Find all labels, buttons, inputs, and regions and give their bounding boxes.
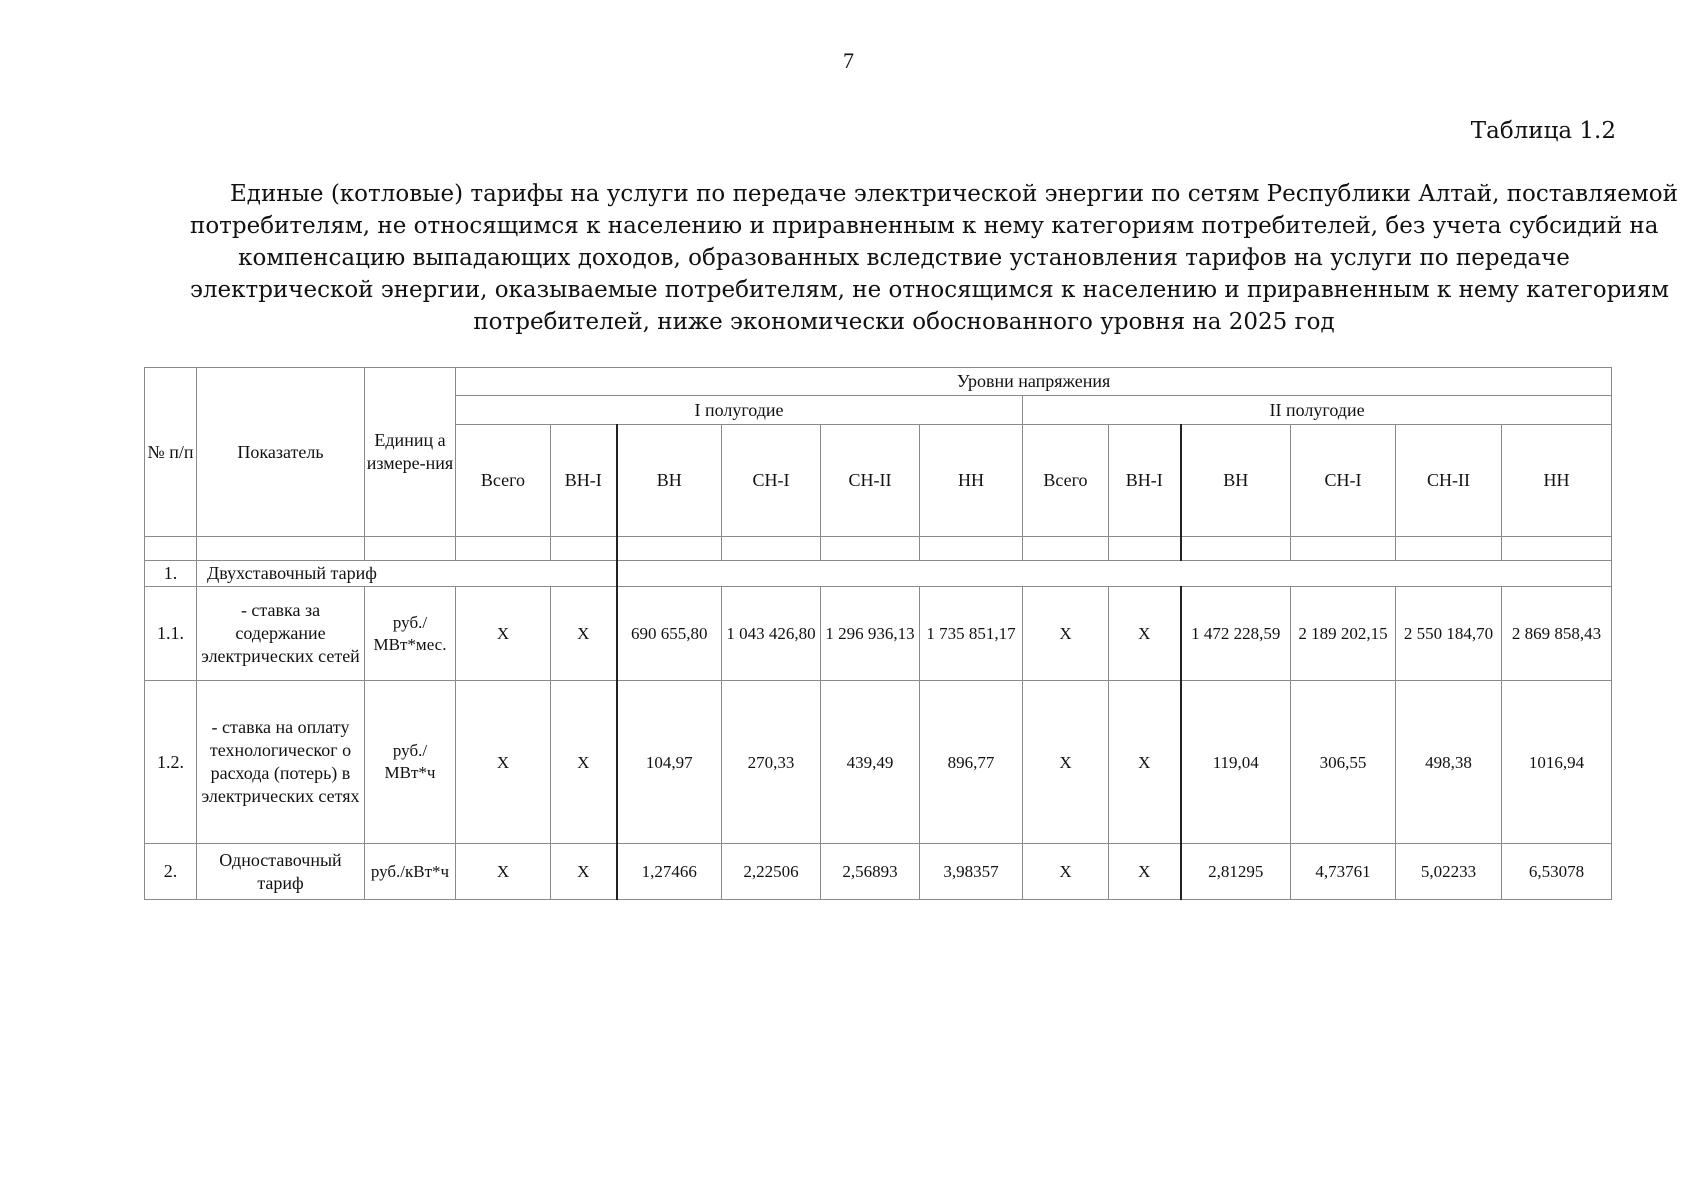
cell-value: X [1109,844,1181,900]
column-index [920,537,1023,561]
column-index [722,537,821,561]
column-index [1023,537,1109,561]
row-unit: руб./кВт*ч [365,844,456,900]
header-indicator: Показатель [197,368,365,537]
column-index-row [145,537,1612,561]
cell-value: X [1109,681,1181,844]
cell-value: 2 550 184,70 [1396,587,1502,681]
column-index [145,537,197,561]
column-index [1109,537,1181,561]
column-index [617,537,722,561]
cell-value: 1 472 228,59 [1181,587,1291,681]
cell-value: 119,04 [1181,681,1291,844]
column-index [456,537,551,561]
cell-value: 1016,94 [1502,681,1612,844]
cell-value: 4,73761 [1291,844,1396,900]
header-sub: ВН [1181,425,1291,537]
row-label: Одноставочный тариф [197,844,365,900]
cell-value: X [1023,681,1109,844]
column-index [821,537,920,561]
column-index [1502,537,1612,561]
caption-line: потребителям, не относящимся к населению и приравненным к нему категориям потребителей, без учета субсидий на [190,213,1659,239]
header-half-1: I полугодие [456,396,1023,425]
row-label: - ставка на оплату технологическог о расхода (потерь) в электрических сетях [197,681,365,844]
column-index [1291,537,1396,561]
caption-line: компенсацию выпадающих доходов, образованных вследствие установления тарифов на услуги по передаче [238,245,1570,271]
header-sub: НН [1502,425,1612,537]
cell-value: 5,02233 [1396,844,1502,900]
cell-value: 2,81295 [1181,844,1291,900]
cell-value: 104,97 [617,681,722,844]
cell-value: 3,98357 [920,844,1023,900]
cell-value: 896,77 [920,681,1023,844]
cell-value: X [1023,844,1109,900]
row-label: - ставка за содержание электрических сетей [197,587,365,681]
section-row [145,561,1612,587]
cell-value: 439,49 [821,681,920,844]
tariff-table [144,367,1612,900]
section-blank [617,561,1612,587]
header-sub: ВН [617,425,722,537]
column-index [197,537,365,561]
table-row [145,587,1612,681]
row-num: 1.2. [145,681,197,844]
cell-value: X [456,681,551,844]
header-sub: ВН-I [1109,425,1181,537]
caption-line: электрической энергии, оказываемые потребителям, не относящимся к населению и приравненным к нему категориям [190,277,1670,303]
cell-value: X [551,844,617,900]
column-index [1181,537,1291,561]
page-number: 7 [843,48,854,73]
cell-value: 1,27466 [617,844,722,900]
header-sub: НН [920,425,1023,537]
header-num: № п/п [145,368,197,537]
cell-value: 2,22506 [722,844,821,900]
cell-value: 498,38 [1396,681,1502,844]
cell-value: 1 043 426,80 [722,587,821,681]
cell-value: X [551,587,617,681]
header-sub: СН-I [722,425,821,537]
header-sub: СН-II [821,425,920,537]
cell-value: X [456,587,551,681]
row-num: 1.1. [145,587,197,681]
header-row-levels [145,368,1612,396]
table-caption [190,178,1678,338]
cell-value: 306,55 [1291,681,1396,844]
row-unit: руб./ МВт*ч [365,681,456,844]
header-sub: ВН-I [551,425,617,537]
cell-value: 270,33 [722,681,821,844]
cell-value: X [1109,587,1181,681]
cell-value: 2 869 858,43 [1502,587,1612,681]
caption-line: потребителей, ниже экономически обоснованного уровня на 2025 год [473,309,1335,335]
caption-line: Единые (котловые) тарифы на услуги по передаче электрической энергии по сетям Республики Алтай, поставляемой [230,181,1678,207]
header-sub: СН-II [1396,425,1502,537]
header-unit: Единиц а измере-ния [365,368,456,537]
cell-value: 2 189 202,15 [1291,587,1396,681]
row-unit: руб./ МВт*мес. [365,587,456,681]
cell-value: 1 735 851,17 [920,587,1023,681]
row-num: 2. [145,844,197,900]
header-sub: СН-I [1291,425,1396,537]
column-index [365,537,456,561]
table-row [145,844,1612,900]
header-sub: Всего [456,425,551,537]
cell-value: 690 655,80 [617,587,722,681]
table-label: Таблица 1.2 [1470,118,1616,144]
cell-value: X [1023,587,1109,681]
cell-value: 2,56893 [821,844,920,900]
cell-value: X [551,681,617,844]
cell-value: X [456,844,551,900]
header-half-2: II полугодие [1023,396,1612,425]
header-voltage-levels: Уровни напряжения [456,368,1612,396]
header-sub: Всего [1023,425,1109,537]
column-index [1396,537,1502,561]
cell-value: 6,53078 [1502,844,1612,900]
column-index [551,537,617,561]
cell-value: 1 296 936,13 [821,587,920,681]
row-num: 1. [145,561,197,587]
section-label: Двухставочный тариф [197,561,617,587]
table-row [145,681,1612,844]
